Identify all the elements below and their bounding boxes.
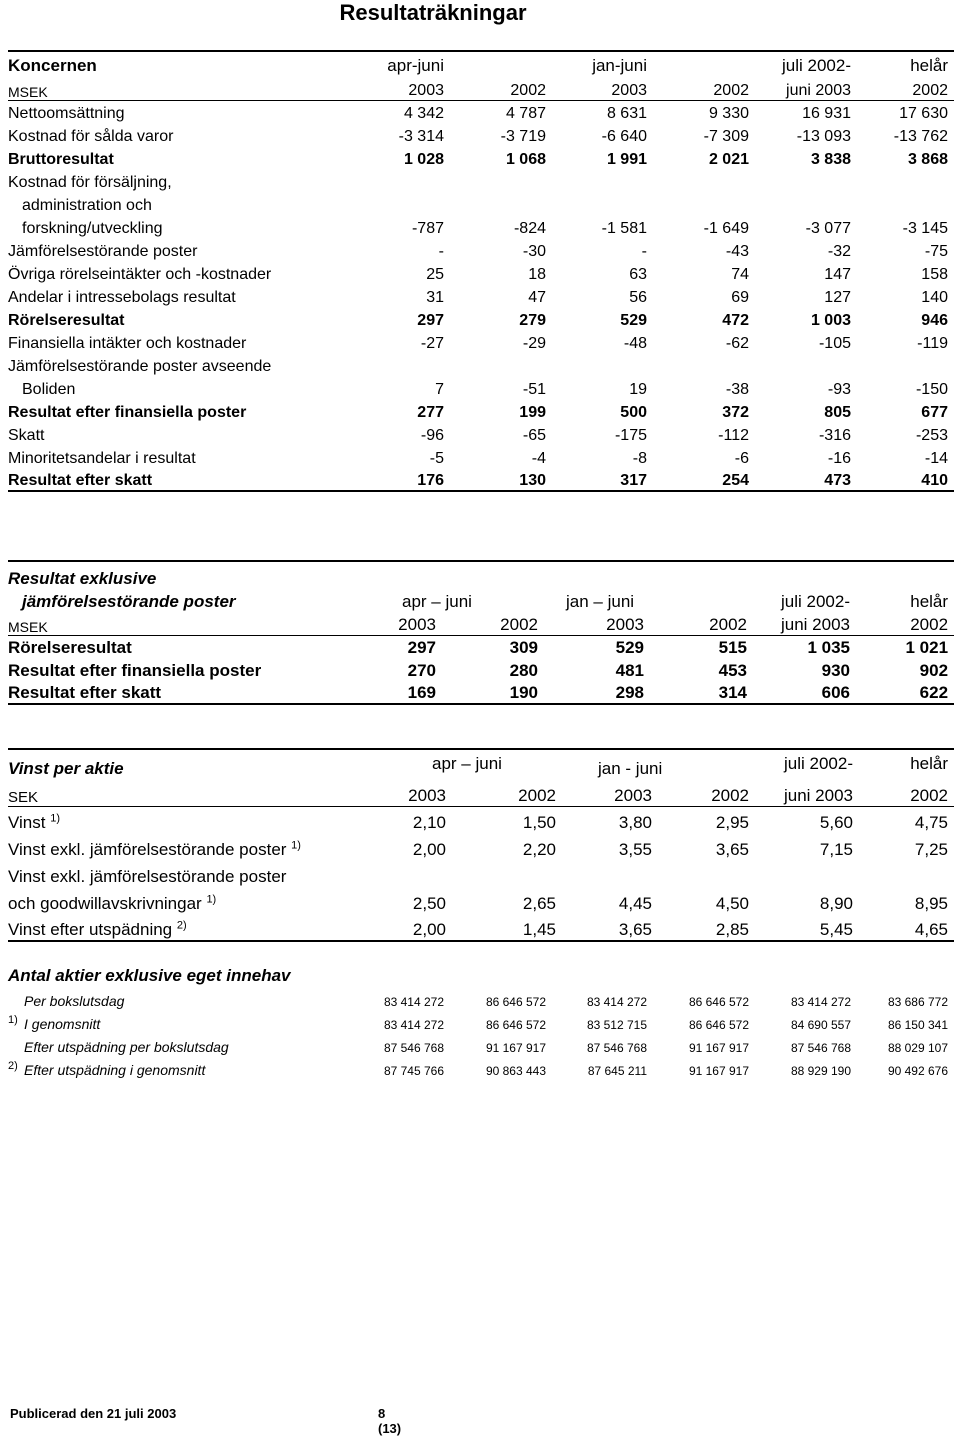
cell-value: -253 <box>915 427 948 444</box>
row-label: Vinst exkl. jämförelsestörande poster <box>8 867 287 886</box>
cell-value: 4 787 <box>505 105 546 122</box>
cell-value: 500 <box>620 404 647 421</box>
cell-value: 5,60 <box>819 813 854 832</box>
table-row <box>8 330 954 353</box>
cell-value: 2,20 <box>522 840 556 859</box>
row-label: Andelar i intressebolags resultat <box>8 289 236 306</box>
cell-value: 63 <box>629 266 647 283</box>
cell-value: 1 068 <box>505 151 546 168</box>
cell-value: -3 719 <box>500 128 546 145</box>
cell-value: 87 745 766 <box>383 1064 444 1078</box>
cell-value: -38 <box>725 381 749 398</box>
row-label <box>8 986 346 1009</box>
table-row-label-line <box>8 169 954 192</box>
cell-value: 1 021 <box>905 638 949 657</box>
koncernen-heading: Koncernen <box>8 56 97 75</box>
table-row <box>8 307 954 330</box>
cell-value: 3,55 <box>618 840 652 859</box>
table-row <box>8 376 954 399</box>
cell-value: -48 <box>623 335 647 352</box>
page-title: Resultaträkningar <box>339 0 527 25</box>
row-label: Resultat efter skatt <box>8 472 153 489</box>
cell-value: - <box>641 243 647 260</box>
antal-table <box>8 958 954 1078</box>
cell-value: -8 <box>632 450 647 467</box>
cell-value: 88 029 107 <box>887 1041 948 1055</box>
antal-heading-row <box>8 958 954 986</box>
year-label: 2002 <box>713 81 749 99</box>
cell-value: 280 <box>509 661 538 680</box>
cell-value: 90 863 443 <box>485 1064 546 1078</box>
table-row <box>8 284 954 307</box>
cell-value: 87 546 768 <box>790 1041 851 1055</box>
cell-value: 677 <box>921 404 948 421</box>
row-label-text: Vinst exkl. jämförelsestörande poster <box>8 840 292 859</box>
vinst-table <box>8 748 954 942</box>
cell-value: 83 512 715 <box>586 1018 647 1032</box>
period-label: jan – juni <box>566 592 635 611</box>
table-row-label-line <box>8 353 954 376</box>
table-row <box>8 399 954 422</box>
year-label: 2002 <box>709 614 747 634</box>
cell-value: 1,45 <box>522 920 556 939</box>
unit-label: SEK <box>8 788 39 806</box>
cell-value: 4,50 <box>715 894 750 913</box>
cell-value: -3 077 <box>805 220 851 237</box>
exklusive-heading: Resultat exklusive <box>8 569 157 588</box>
period-label: apr – juni <box>432 754 502 773</box>
cell-value: 2,00 <box>412 920 446 939</box>
cell-value: 69 <box>731 289 749 306</box>
row-label: Boliden <box>22 381 76 398</box>
cell-value: -30 <box>522 243 546 260</box>
cell-value: 481 <box>615 661 644 680</box>
cell-value: -5 <box>429 450 444 467</box>
year-label: 2002 <box>711 785 750 805</box>
cell-value: 127 <box>824 289 851 306</box>
cell-value: 83 414 272 <box>383 1018 444 1032</box>
cell-value: 7 <box>435 381 444 398</box>
cell-value: -65 <box>522 427 546 444</box>
table-row <box>8 146 954 169</box>
row-label-text: och goodwillavskrivningar <box>8 894 207 913</box>
cell-value: -4 <box>531 450 546 467</box>
cell-value: 902 <box>919 661 949 680</box>
cell-value: 9 330 <box>708 105 749 122</box>
cell-value: 2,10 <box>412 813 446 832</box>
cell-value: -1 649 <box>703 220 749 237</box>
cell-value: 3,80 <box>618 813 652 832</box>
row-label <box>8 833 346 860</box>
cell-value: 87 546 768 <box>586 1041 647 1055</box>
vinst-heading-row <box>8 749 954 779</box>
cell-value: -75 <box>924 243 948 260</box>
cell-value: -112 <box>718 427 749 444</box>
cell-value: -32 <box>827 243 851 260</box>
cell-value: 83 414 272 <box>383 995 444 1009</box>
period-label: juli 2002- <box>782 56 851 75</box>
cell-value: 7,15 <box>819 840 854 859</box>
year-label: 2003 <box>614 785 652 805</box>
cell-value: 169 <box>407 683 436 702</box>
cell-value: -3 145 <box>902 220 948 237</box>
row-label-text: Efter utspädning per bokslutsdag <box>24 1039 229 1055</box>
year-label: 2002 <box>510 81 546 99</box>
cell-value: 83 414 272 <box>586 995 647 1009</box>
cell-value: -43 <box>725 243 749 260</box>
table-row-label-line <box>8 192 954 215</box>
table-row <box>8 468 954 491</box>
cell-value: 946 <box>921 312 948 329</box>
row-label: Resultat efter skatt <box>8 683 162 702</box>
row-label: Övriga rörelseintäkter och -kostnader <box>8 266 272 283</box>
cell-value: 91 167 917 <box>485 1041 546 1055</box>
footnote-marker: 1) <box>50 812 60 825</box>
cell-value: 2,50 <box>412 894 446 913</box>
cell-value: 930 <box>821 661 850 680</box>
cell-value: 86 646 572 <box>485 1018 546 1032</box>
cell-value: -824 <box>513 220 546 237</box>
koncernen-table <box>8 50 954 492</box>
cell-value: 317 <box>620 472 647 489</box>
antal-heading: Antal aktier exklusive eget innehav <box>8 966 291 985</box>
row-label: Bruttoresultat <box>8 151 114 168</box>
cell-value: -119 <box>917 335 948 352</box>
cell-value: -13 762 <box>893 128 948 145</box>
cell-value: 90 492 676 <box>887 1064 948 1078</box>
cell-value: 86 646 572 <box>688 995 749 1009</box>
cell-value: 453 <box>718 661 747 680</box>
table-row <box>8 261 954 284</box>
table-row <box>8 422 954 445</box>
row-label <box>8 806 346 833</box>
cell-value: 1 035 <box>807 638 850 657</box>
period-label: juli 2002- <box>781 592 850 611</box>
cell-value: 88 929 190 <box>790 1064 851 1078</box>
cell-value: 472 <box>722 312 749 329</box>
cell-value: 3 868 <box>907 151 948 168</box>
year-label: 2002 <box>910 614 949 634</box>
row-label-text: Efter utspädning i genomsnitt <box>24 1062 206 1078</box>
row-label: Jämförelsestörande poster avseende <box>8 358 272 375</box>
row-label: Nettoomsättning <box>8 105 125 122</box>
table-row <box>8 658 954 681</box>
cell-value: -175 <box>614 427 647 444</box>
row-label: Kostnad för sålda varor <box>8 128 174 145</box>
cell-value: -51 <box>522 381 546 398</box>
cell-value: 83 686 772 <box>887 995 948 1009</box>
cell-value: -29 <box>522 335 546 352</box>
cell-value: 297 <box>417 312 444 329</box>
cell-value: 8 631 <box>606 105 647 122</box>
row-label-text: I genomsnitt <box>24 1016 101 1032</box>
footnote-marker: 1) <box>291 839 301 852</box>
year-label: 2003 <box>408 785 446 805</box>
cell-value: 47 <box>528 289 546 306</box>
unit-label: MSEK <box>8 618 48 635</box>
cell-value: 17 630 <box>899 105 948 122</box>
cell-value: -6 <box>734 450 749 467</box>
cell-value: -16 <box>827 450 851 467</box>
vinst-year-row <box>8 779 954 806</box>
cell-value: 3,65 <box>618 920 652 939</box>
cell-value: -96 <box>420 427 444 444</box>
cell-value: 4 342 <box>403 105 444 122</box>
table-row <box>8 887 954 914</box>
cell-value: 8,90 <box>819 894 854 913</box>
table-row <box>8 1009 954 1032</box>
year-label: 2002 <box>518 785 556 805</box>
exklusive-year-row <box>8 612 954 635</box>
cell-value: 270 <box>407 661 436 680</box>
cell-value: 130 <box>519 472 546 489</box>
cell-value: 2,95 <box>715 813 750 832</box>
period-label: apr-juni <box>387 56 444 75</box>
table-row <box>8 123 954 146</box>
cell-value: -13 093 <box>796 128 851 145</box>
cell-value: 91 167 917 <box>688 1064 749 1078</box>
cell-value: 515 <box>718 638 747 657</box>
cell-value: 473 <box>824 472 851 489</box>
cell-value: 74 <box>731 266 749 283</box>
cell-value: 199 <box>519 404 546 421</box>
cell-value: 18 <box>528 266 546 283</box>
page-number: 8 (13) <box>378 1406 402 1436</box>
cell-value: 176 <box>417 472 444 489</box>
cell-value: 298 <box>615 683 644 702</box>
cell-value: -14 <box>924 450 948 467</box>
cell-value: 25 <box>426 266 444 283</box>
year-label: 2003 <box>408 81 444 99</box>
published-date: Publicerad den 21 juli 2003 <box>10 1406 177 1421</box>
cell-value: -316 <box>818 427 851 444</box>
period-label: apr – juni <box>402 592 472 611</box>
cell-value: -6 640 <box>601 128 647 145</box>
cell-value: 56 <box>629 289 647 306</box>
row-label: administration och <box>22 197 152 214</box>
cell-value: 3,65 <box>715 840 750 859</box>
cell-value: 1 003 <box>810 312 851 329</box>
cell-value: 4,45 <box>618 894 652 913</box>
cell-value: 147 <box>824 266 851 283</box>
period-label: juli 2002- <box>784 754 854 773</box>
cell-value: 277 <box>417 404 444 421</box>
cell-value: 1 028 <box>403 151 444 168</box>
row-label: Finansiella intäkter och kostnader <box>8 335 247 352</box>
cell-value: -105 <box>818 335 851 352</box>
cell-value: 1,50 <box>522 813 556 832</box>
koncernen-header-row <box>8 51 954 76</box>
cell-value: 86 646 572 <box>485 995 546 1009</box>
row-label: Resultat efter finansiella poster <box>8 404 247 421</box>
exklusive-table <box>8 560 954 705</box>
cell-value: -150 <box>915 381 948 398</box>
cell-value: 8,95 <box>914 894 949 913</box>
cell-value: 16 931 <box>802 105 851 122</box>
period-label: helår <box>910 592 949 611</box>
unit-label: MSEK <box>8 83 48 100</box>
cell-value: 529 <box>620 312 647 329</box>
footnote-marker: 1) <box>206 893 217 906</box>
row-label: Rörelseresultat <box>8 638 132 657</box>
cell-value: 140 <box>921 289 948 306</box>
cell-value: 5,45 <box>819 920 854 939</box>
cell-value: 314 <box>718 683 747 702</box>
table-row <box>8 238 954 261</box>
row-label: Skatt <box>8 427 45 444</box>
year-label: juni 2003 <box>780 614 850 634</box>
cell-value: 190 <box>509 683 538 702</box>
cell-value: -787 <box>411 220 444 237</box>
row-label-text: Vinst efter utspädning <box>8 920 177 939</box>
table-row <box>8 914 954 941</box>
footer <box>10 1406 402 1436</box>
cell-value: 2,65 <box>522 894 556 913</box>
cell-value: -7 309 <box>703 128 749 145</box>
cell-value: 529 <box>615 638 644 657</box>
row-label-text: Per bokslutsdag <box>24 993 125 1009</box>
cell-value: 2,00 <box>412 840 446 859</box>
cell-value: 87 645 211 <box>587 1064 647 1078</box>
period-label: helår <box>910 754 949 773</box>
table-row <box>8 635 954 658</box>
year-label: 2002 <box>912 81 948 99</box>
table-row <box>8 806 954 833</box>
cell-value: 87 546 768 <box>383 1041 444 1055</box>
cell-value: 19 <box>629 381 647 398</box>
table-row <box>8 1055 954 1078</box>
cell-value: -3 314 <box>398 128 444 145</box>
cell-value: 4,75 <box>914 813 949 832</box>
table-row <box>8 986 954 1009</box>
table-row <box>8 215 954 238</box>
table-row-label-line <box>8 860 954 887</box>
cell-value: 805 <box>824 404 851 421</box>
year-label: juni 2003 <box>784 785 854 805</box>
koncernen-year-row <box>8 76 954 100</box>
row-label: $^{1)}$ I genomsnitt <box>8 1014 101 1032</box>
table-row <box>8 1032 954 1055</box>
table-row <box>8 681 954 704</box>
table-row <box>8 100 954 123</box>
row-label: forskning/utveckling <box>22 220 163 237</box>
cell-value: 7,25 <box>914 840 949 859</box>
cell-value: 410 <box>921 472 948 489</box>
period-label: jan - juni <box>598 759 663 778</box>
exklusive-period-row <box>8 589 954 612</box>
year-label: 2003 <box>398 614 436 634</box>
row-label: $^{2)}$ Efter utspädning i genomsnitt <box>8 1060 206 1078</box>
row-label <box>8 1032 346 1055</box>
cell-value: 86 646 572 <box>688 1018 749 1032</box>
year-label: 2003 <box>611 81 647 99</box>
cell-value: - <box>438 243 444 260</box>
row-label <box>8 887 346 914</box>
cell-value: 622 <box>919 683 949 702</box>
exklusive-subheading: jämförelsestörande poster <box>22 592 236 611</box>
cell-value: 2,85 <box>715 920 750 939</box>
cell-value: 3 838 <box>810 151 851 168</box>
period-label: jan-juni <box>592 56 647 75</box>
cell-value: 91 167 917 <box>688 1041 749 1055</box>
year-label: 2003 <box>606 614 644 634</box>
vinst-heading: Vinst per aktie <box>8 759 124 778</box>
row-label: Rörelseresultat <box>8 312 125 329</box>
row-label-text: Vinst <box>8 813 51 832</box>
cell-value: 2 021 <box>708 151 749 168</box>
row-label: Kostnad för försäljning, <box>8 174 172 191</box>
cell-value: 158 <box>921 266 948 283</box>
cell-value: 254 <box>722 472 749 489</box>
cell-value: 279 <box>519 312 546 329</box>
row-label: Resultat efter finansiella poster <box>8 661 262 680</box>
year-label: juni 2003 <box>786 81 851 99</box>
year-label: 2002 <box>500 614 538 634</box>
cell-value: 372 <box>722 404 749 421</box>
row-label <box>8 914 346 941</box>
table-row <box>8 833 954 860</box>
cell-value: 4,65 <box>914 920 949 939</box>
period-label: helår <box>910 56 948 75</box>
cell-value: 83 414 272 <box>790 995 851 1009</box>
cell-value: -1 581 <box>601 220 647 237</box>
cell-value: 309 <box>509 638 538 657</box>
cell-value: -62 <box>725 335 749 352</box>
year-label: 2002 <box>910 785 949 805</box>
cell-value: 31 <box>426 289 444 306</box>
row-label: Jämförelsestörande poster <box>8 243 198 260</box>
cell-value: 84 690 557 <box>790 1018 851 1032</box>
cell-value: -27 <box>420 335 444 352</box>
table-row <box>8 445 954 468</box>
row-label: Minoritetsandelar i resultat <box>8 450 196 467</box>
cell-value: -93 <box>827 381 851 398</box>
cell-value: 86 150 341 <box>887 1018 948 1032</box>
exklusive-heading-row <box>8 561 954 589</box>
cell-value: 297 <box>407 638 436 657</box>
cell-value: 606 <box>821 683 850 702</box>
cell-value: 1 991 <box>606 151 647 168</box>
footnote-marker: 2) <box>176 919 187 932</box>
